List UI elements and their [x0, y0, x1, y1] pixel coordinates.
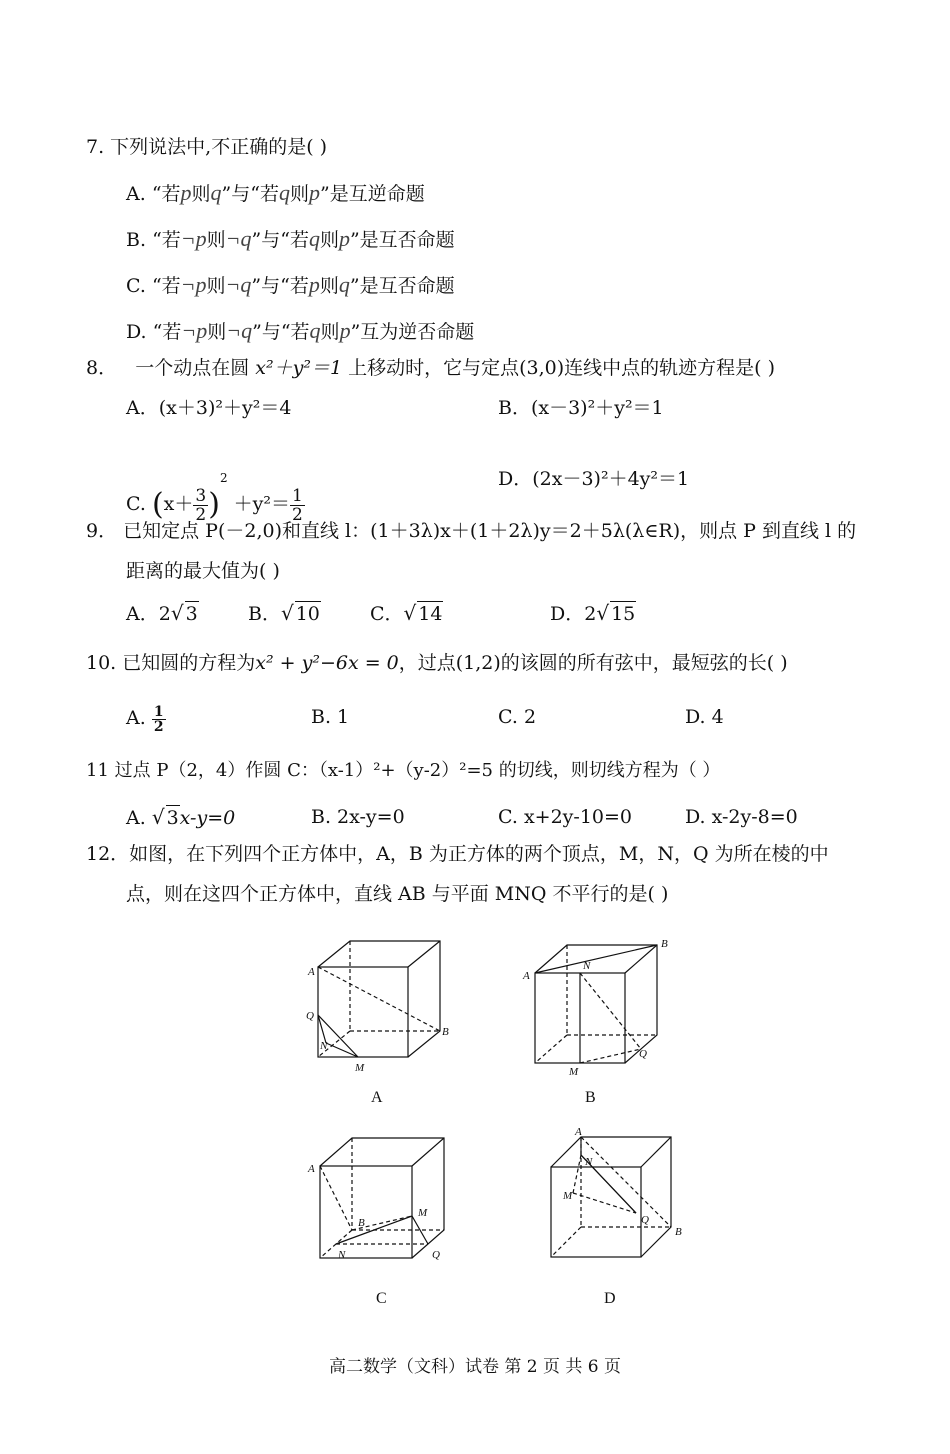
q7-option-c: C. “若¬p则¬q”与“若p则q”是互否命题: [126, 272, 455, 297]
q9-option-d: D．2√ 15: [550, 601, 636, 625]
svg-text:A: A: [575, 1126, 582, 1138]
cube-figure-a: [300, 935, 470, 1085]
svg-text:N: N: [585, 1156, 593, 1168]
q10-option-b: B. 1: [311, 706, 350, 728]
svg-text:M: M: [563, 1190, 573, 1202]
svg-text:B: B: [442, 1026, 449, 1038]
q7-option-a: A. “若p则q”与“若q则p”是互逆命题: [126, 180, 425, 205]
q8-option-c: C. (x＋ $\frac{3}{2}$ )$^2$ ＋y²＝ $\frac{1}{2}$: [126, 471, 303, 525]
figure-caption-c: C: [376, 1290, 387, 1307]
svg-text:A: A: [523, 970, 530, 982]
svg-text:Q: Q: [306, 1010, 314, 1022]
svg-text:N: N: [338, 1249, 346, 1261]
q8-option-d: D．(2x－3)²＋4y²＝1: [498, 468, 690, 490]
svg-text:A: A: [308, 1163, 315, 1175]
svg-text:M: M: [355, 1062, 365, 1074]
figure-caption-a: A: [371, 1089, 383, 1106]
q10-option-d: D. 4: [685, 706, 724, 728]
q8-option-a: A．(x＋3)²＋y²＝4: [126, 397, 292, 419]
q11-option-d: D. x-2y-8=0: [685, 806, 798, 828]
svg-text:N: N: [320, 1040, 328, 1052]
q7-option-b: B. “若¬p则¬q”与“若q则p”是互否命题: [126, 226, 455, 251]
svg-text:M: M: [569, 1066, 579, 1078]
q7-option-d: D. “若¬p则¬q”与“若q则p”互为逆否命题: [126, 318, 475, 343]
cube-figure-d: [515, 1125, 695, 1275]
svg-text:B: B: [358, 1217, 365, 1229]
svg-text:A: A: [308, 966, 315, 978]
figure-caption-b: B: [585, 1089, 596, 1106]
svg-text:Q: Q: [432, 1249, 440, 1261]
figure-caption-d: D: [604, 1290, 616, 1307]
svg-text:M: M: [418, 1207, 428, 1219]
q9-option-c: C．√ 14: [370, 601, 443, 625]
q9-option-a: A．2√ 3: [126, 601, 198, 625]
q10-option-a: A. $\frac{1}{2}$: [126, 703, 164, 735]
q9-stem-line1: 9． 已知定点 P(－2,0)和直线 l：(1＋3λ)x＋(1＋2λ)y＝2＋5λ(λ∈R)，则点 P 到直线 l 的: [86, 520, 857, 542]
q9-stem-line2: 距离的最大值为( ): [126, 560, 280, 582]
page-footer: 高二数学（文科）试卷 第 2 页 共 6 页: [328, 1357, 622, 1377]
q8-stem: 8． 一个动点在圆 x²＋y²＝1 上移动时，它与定点(3,0)连线中点的轨迹方程是( ): [86, 357, 775, 379]
q10-option-c: C. 2: [498, 706, 537, 728]
cube-figure-c: [300, 1130, 470, 1280]
svg-text:B: B: [675, 1226, 682, 1238]
q12-stem-line2: 点，则在这四个正方体中，直线 AB 与平面 MNQ 不平行的是( ): [126, 883, 669, 905]
q11-option-c: C. x+2y-10=0: [498, 806, 633, 828]
q11-stem: 11 过点 P（2，4）作圆 C：（x-1）²+（y-2）²=5 的切线，则切线方程为（ ）: [86, 760, 721, 781]
q9-option-b: B．√ 10: [248, 601, 320, 625]
q7-stem: 7. 下列说法中,不正确的是( ): [86, 136, 328, 158]
q10-stem: 10. 已知圆的方程为x² + y²−6x = 0，过点(1,2)的该圆的所有弦中，最短弦的长( ): [86, 652, 788, 674]
q11-option-a: A. √ 3x-y=0: [126, 805, 236, 829]
svg-text:Q: Q: [639, 1048, 647, 1060]
q12-stem-line1: 12．如图，在下列四个正方体中，A，B 为正方体的两个顶点，M，N，Q 为所在棱的中: [86, 843, 829, 865]
q11-option-b: B. 2x-y=0: [311, 806, 405, 828]
svg-text:Q: Q: [641, 1214, 649, 1226]
svg-text:N: N: [583, 960, 591, 972]
q8-option-b: B．(x－3)²＋y²＝1: [498, 397, 664, 419]
svg-text:B: B: [661, 938, 668, 950]
cube-figure-b: [515, 935, 685, 1085]
